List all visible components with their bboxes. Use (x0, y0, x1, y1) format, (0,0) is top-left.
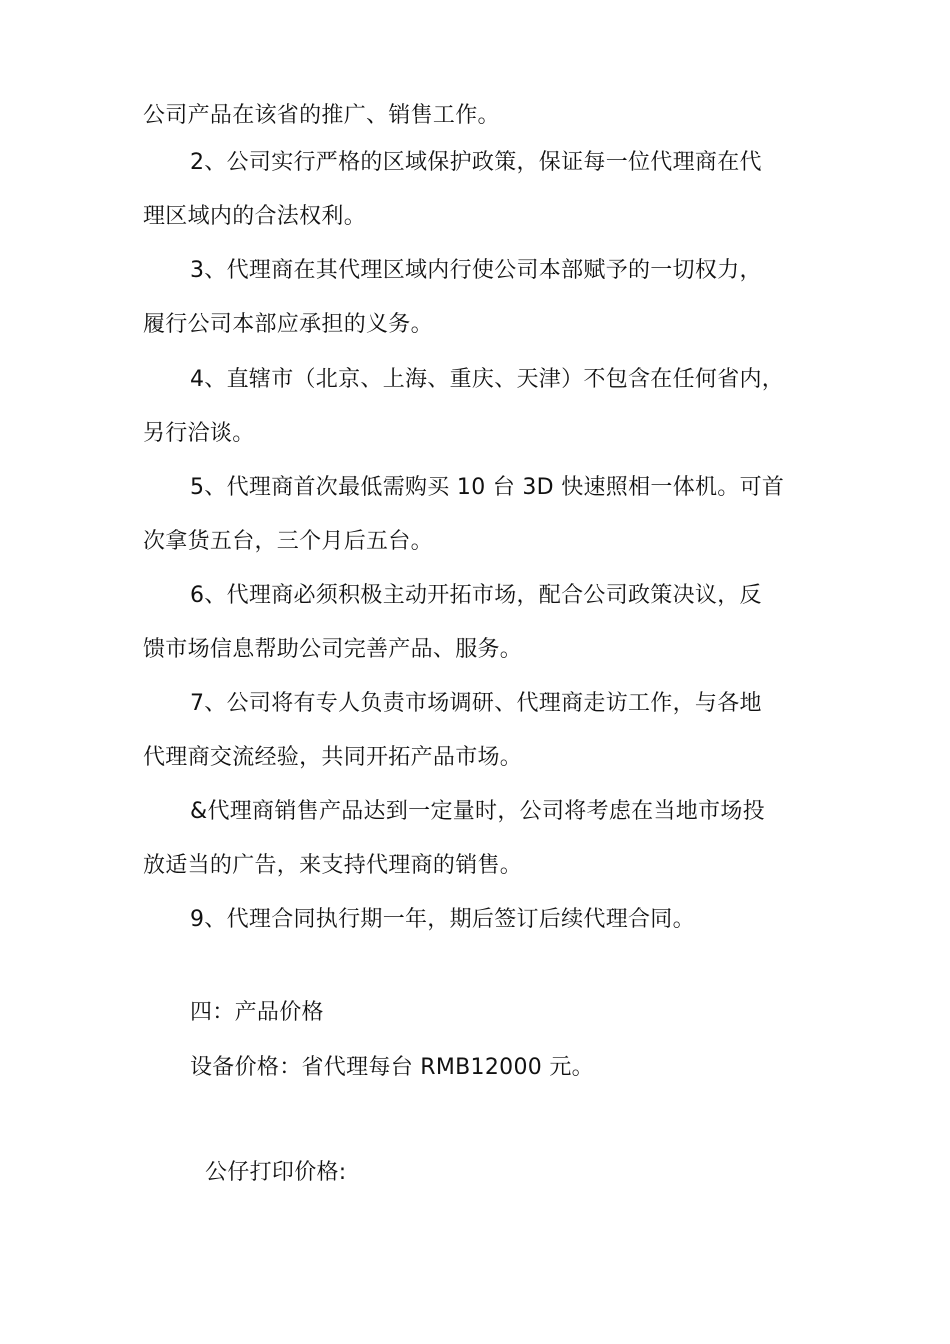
paragraph-line: 次拿货五台，三个月后五台。 (143, 529, 433, 554)
paragraph-line: 3、代理商在其代理区域内行使公司本部赋予的一切权力， (190, 258, 762, 283)
paragraph-line: 5、代理商首次最低需购买 10 台 3D 快速照相一体机。可首 (190, 475, 785, 500)
print-price-label: 公仔打印价格: (205, 1160, 347, 1185)
device-price: 设备价格：省代理每台 RMB12000 元。 (190, 1055, 594, 1080)
paragraph-line: 另行洽谈。 (143, 421, 255, 446)
paragraph-line: 7、公司将有专人负责市场调研、代理商走访工作，与各地 (190, 691, 762, 716)
paragraph-line: 公司产品在该省的推广、销售工作。 (143, 103, 500, 128)
paragraph-line: 代理商交流经验，共同开拓产品市场。 (143, 745, 523, 770)
paragraph-line: 履行公司本部应承担的义务。 (143, 312, 433, 337)
paragraph-line: 4、直辖市（北京、上海、重庆、天津）不包含在任何省内， (190, 367, 785, 392)
paragraph-line: 6、代理商必须积极主动开拓市场，配合公司政策决议，反 (190, 583, 762, 608)
paragraph-line: 9、代理合同执行期一年，期后签订后续代理合同。 (190, 907, 695, 932)
paragraph-line: 放适当的广告，来支持代理商的销售。 (143, 853, 523, 878)
paragraph-line: 理区域内的合法权利。 (143, 204, 367, 229)
paragraph-line: &代理商销售产品达到一定量时，公司将考虑在当地市场投 (190, 799, 765, 824)
paragraph-line: 馈市场信息帮助公司完善产品、服务。 (143, 637, 523, 662)
paragraph-line: 2、公司实行严格的区域保护政策，保证每一位代理商在代 (190, 150, 762, 175)
section-heading: 四：产品价格 (190, 1000, 324, 1025)
